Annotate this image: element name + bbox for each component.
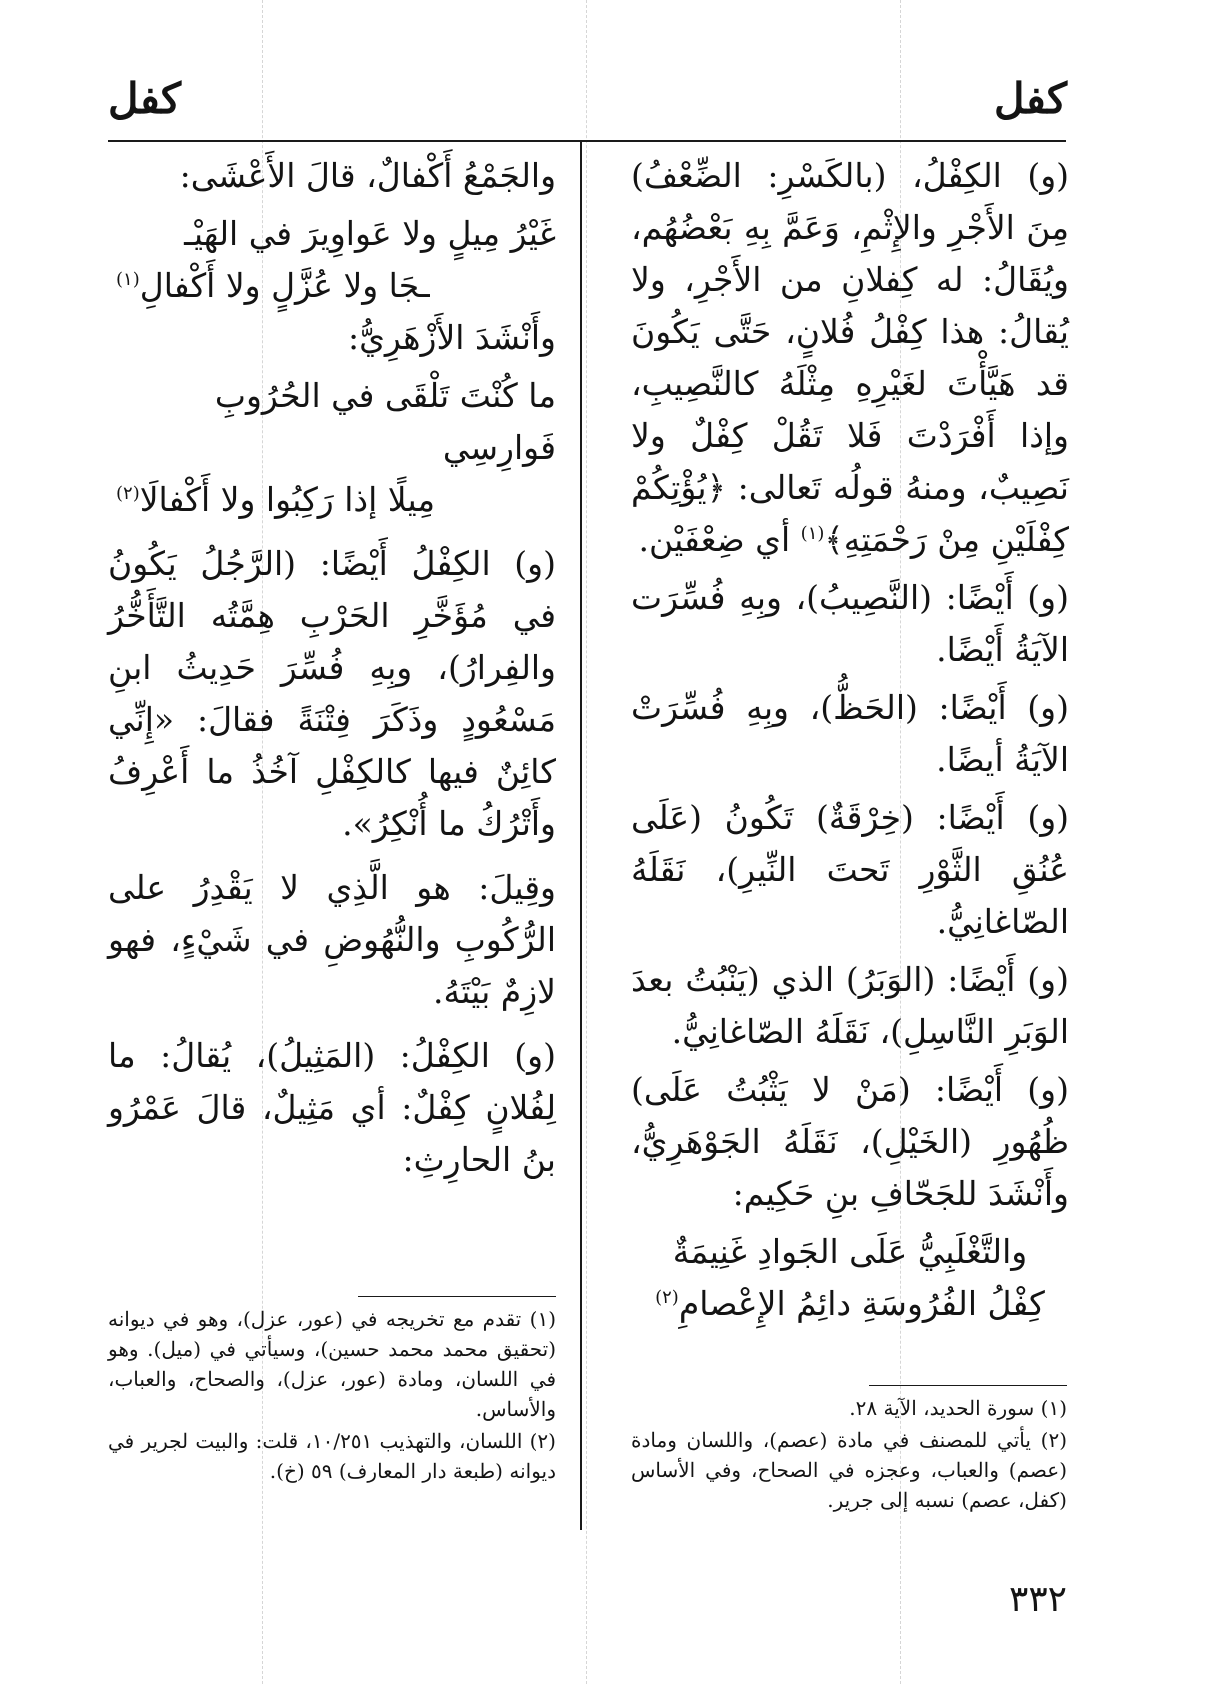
verse-line: كِفْلُ الفُرُوسَةِ دائِمُ الإِعْصامِ$^{(٢)}$ (655, 1284, 1045, 1323)
entry-paragraph: (و) أَيْضًا: (النَّصِيبُ)، وبِهِ فُسِّرَت الآيَةُ أَيْضًا. (631, 578, 1069, 669)
entry-paragraph: (و) الكِفْلُ، (بالكَسْرِ: الضِّعْفُ) مِنَ الأَجْرِ والإِثْمِ، وَعَمَّ بِهِ بَعْضُهُم، ويُقَالُ: له كِفلانِ من الأَجْرِ، ولا يُقالُ: هذا كِفْلُ فُلانٍ، حَتَّى يَكُونَ قد هَيَّأْتَ لغَيْرِهِ مِثْلَهُ كالنَّصِيبِ، وإذا أَفْرَدْتَ فَلا تَقُلْ كِفْلٌ ولا نَصِيبٌ، ومنهُ قولُه تَعالى: ﴿يُؤْتِكُمْ كِفْلَيْنِ مِنْ رَحْمَتِهِ﴾$^{(١)}$ أي ضِعْفَيْن. (631, 156, 1069, 559)
footnote: (٢) يأتي للمصنف في مادة (عصم)، واللسان ومادة (عصم) والعباب، وعجزه في الصحاح، وفي الأساس (كفل، عصم) نسبه إلى جرير. (631, 1428, 1067, 1512)
footnotes-right (631, 1393, 1067, 1517)
verse-line: مِيلًا إذا رَكِبُوا ولا أَكْفالَا$^{(٢)}$ (116, 480, 436, 519)
footnote-marker: (١) (116, 269, 140, 290)
page-number: ٣٣٢ (1008, 1579, 1067, 1620)
entry-paragraph: (و) أَيْضًا: (الحَظُّ)، وبِهِ فُسِّرَتْ الآيَةُ أيضًا. (631, 688, 1069, 779)
footnotes-left (108, 1304, 556, 1488)
footnote-marker: (٢) (116, 483, 140, 504)
scan-fold-line (586, 0, 587, 1684)
entry-paragraph: والجَمْعُ أَكْفالٌ، قالَ الأَعْشَى: (179, 156, 556, 195)
footnote-rule-right (869, 1385, 1067, 1386)
footnote-marker: (٢) (655, 1287, 679, 1308)
verse-line: غَيْرُ مِيلٍ ولا عَواوِيرَ في الهَيْـ (184, 214, 556, 253)
footnote-rule-left (358, 1296, 556, 1297)
entry-paragraph: وقِيلَ: هو الَّذِي لا يَقْدِرُ على الرُّكُوبِ والنُّهُوضِ في شَيْءٍ، فهو لازِمٌ بَيْتَهُ. (108, 868, 556, 1011)
footnote-marker: (١) (800, 523, 825, 544)
verse-line: ما كُنْتَ تَلْقَى في الحُرُوبِ فَوارِسِي (214, 376, 556, 467)
entry-paragraph: (و) أَيْضًا: (مَنْ لا يَثْبُتُ عَلَى) ظُهُورِ (الخَيْلِ)، نَقَلَهُ الجَوْهَرِيُّ، وأَنْشَدَ للجَحّافِ بنِ حَكِيم: (631, 1070, 1069, 1213)
footnote: (٢) اللسان، والتهذيب ١٠/٢٥١، قلت: والبيت لجرير في ديوانه (طبعة دار المعارف) ٥٩ (خ). (108, 1429, 556, 1483)
footnote: (١) سورة الحديد، الآية ٢٨. (849, 1396, 1067, 1420)
running-head-right: كفل (993, 74, 1067, 123)
entry-paragraph: (و) الكِفْلُ: (المَثِيلُ)، يُقالُ: ما لِفُلانٍ كِفْلٌ: أي مَثِيلٌ، قالَ عَمْرُو بنُ الحارِثِ: (108, 1036, 556, 1179)
entry-paragraph: (و) أَيْضًا: (خِرْقَةٌ) تَكُونُ (عَلَى عُنُقِ الثَّوْرِ تَحتَ النِّيرِ)، نَقَلَهُ الصّاغانِيُّ. (631, 798, 1069, 941)
column-divider (580, 140, 582, 1530)
entry-paragraph: (و) أَيْضًا: (الوَبَرُ) الذي (يَنْبُتُ بعدَ الوَبَرِ النَّاسِلِ)، نَقَلَهُ الصّاغانِيُّ. (631, 960, 1069, 1051)
footnote: (١) تقدم مع تخريجه في (عور، عزل)، وهو في ديوانه (تحقيق محمد محمد حسين)، وسيأتي في (ميل). وهو في اللسان، ومادة (عور، عزل)، والصحاح، والعباب، والأساس. (108, 1307, 556, 1421)
verse-line: ـجَا ولا عُزَّلٍ ولا أَكْفالِ$^{(١)}$ (116, 266, 430, 305)
left-column (108, 150, 556, 1192)
verse-line: والتَّغْلَبِيُّ عَلَى الجَوادِ غَنِيمَةٌ (672, 1232, 1028, 1271)
header-rule (108, 140, 1066, 142)
right-column (631, 150, 1069, 1330)
entry-paragraph: وأَنْشَدَ الأَزْهَرِيُّ: (347, 318, 556, 357)
running-head-left: كفل (108, 74, 182, 123)
entry-paragraph: (و) الكِفْلُ أَيْضًا: (الرَّجُلُ يَكُونُ في مُؤَخَّرِ الحَرْبِ هِمَّتُه التَّأَخُّرُ والفِرارُ)، وبِهِ فُسِّرَ حَدِيثُ ابنِ مَسْعُودٍ وذَكَرَ فِتْنَةً فقالَ: «إِنِّي كائِنٌ فيها كالكِفْلِ آخُذُ ما أَعْرِفُ وأَتْرُكُ ما أُنْكِرُ». (108, 544, 556, 843)
